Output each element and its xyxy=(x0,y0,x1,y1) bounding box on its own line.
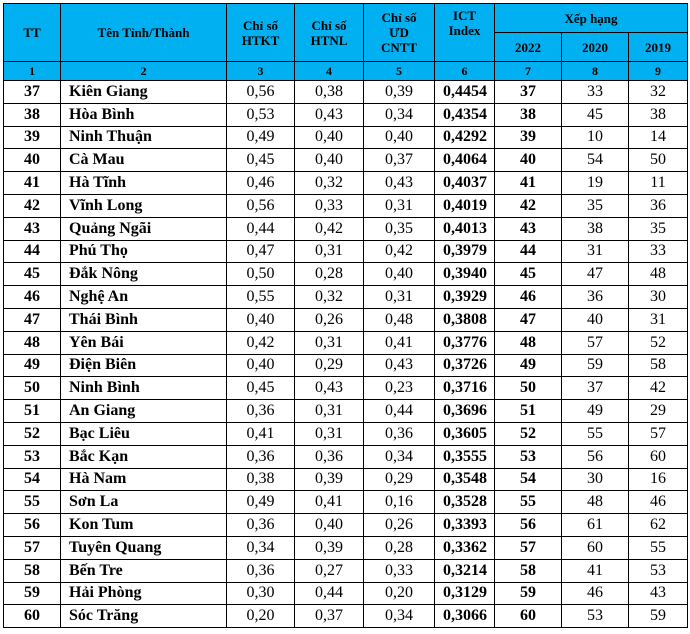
cell-rank-2020: 53 xyxy=(562,605,629,628)
table-row xyxy=(4,536,688,559)
header-udcntt-line1: Chỉ số xyxy=(381,10,417,25)
col-number-3: 3 xyxy=(227,62,295,81)
cell-tt: 48 xyxy=(4,331,61,354)
cell-tt: 45 xyxy=(4,263,61,286)
cell-udcntt: 0,31 xyxy=(364,194,435,217)
cell-rank-2019: 42 xyxy=(629,377,688,400)
cell-tt: 51 xyxy=(4,400,61,423)
cell-rank-2022: 42 xyxy=(495,194,562,217)
cell-udcntt: 0,34 xyxy=(364,445,435,468)
col-number-7: 7 xyxy=(495,62,562,81)
cell-tt: 46 xyxy=(4,286,61,309)
cell-udcntt: 0,35 xyxy=(364,217,435,240)
cell-tt: 49 xyxy=(4,354,61,377)
cell-rank-2019: 14 xyxy=(629,126,688,149)
cell-province-name: Đắk Nông xyxy=(61,263,227,286)
cell-htkt: 0,47 xyxy=(227,240,295,263)
cell-rank-2020: 41 xyxy=(562,559,629,582)
cell-rank-2020: 10 xyxy=(562,126,629,149)
cell-province-name: Vĩnh Long xyxy=(61,194,227,217)
cell-ict-index: 0,4354 xyxy=(435,103,495,126)
table-row xyxy=(4,172,688,195)
cell-ict-index: 0,3929 xyxy=(435,286,495,309)
cell-htnl: 0,40 xyxy=(295,514,364,537)
cell-tt: 42 xyxy=(4,194,61,217)
cell-tt: 47 xyxy=(4,308,61,331)
cell-rank-2022: 49 xyxy=(495,354,562,377)
header-htnl-line1: Chỉ số xyxy=(311,17,347,33)
cell-rank-2020: 47 xyxy=(562,263,629,286)
cell-tt: 60 xyxy=(4,605,61,628)
cell-rank-2019: 60 xyxy=(629,445,688,468)
cell-province-name: Kiên Giang xyxy=(61,81,227,104)
cell-tt: 55 xyxy=(4,491,61,514)
header-year-2019: 2019 xyxy=(629,33,688,62)
cell-tt: 38 xyxy=(4,103,61,126)
cell-rank-2019: 35 xyxy=(629,217,688,240)
cell-rank-2022: 45 xyxy=(495,263,562,286)
cell-htkt: 0,36 xyxy=(227,445,295,468)
col-number-6: 6 xyxy=(435,62,495,81)
table-row xyxy=(4,194,688,217)
cell-udcntt: 0,40 xyxy=(364,126,435,149)
cell-rank-2020: 45 xyxy=(562,103,629,126)
cell-rank-2019: 57 xyxy=(629,422,688,445)
cell-ict-index: 0,3066 xyxy=(435,605,495,628)
cell-province-name: Kon Tum xyxy=(61,514,227,537)
cell-ict-index: 0,3605 xyxy=(435,422,495,445)
cell-htkt: 0,42 xyxy=(227,331,295,354)
header-ranking: Xếp hạng xyxy=(495,4,688,33)
cell-province-name: Bến Tre xyxy=(61,559,227,582)
cell-tt: 56 xyxy=(4,514,61,537)
cell-rank-2022: 60 xyxy=(495,605,562,628)
cell-tt: 53 xyxy=(4,445,61,468)
table-row xyxy=(4,263,688,286)
cell-rank-2020: 56 xyxy=(562,445,629,468)
cell-htnl: 0,40 xyxy=(295,149,364,172)
cell-udcntt: 0,43 xyxy=(364,172,435,195)
cell-rank-2019: 59 xyxy=(629,605,688,628)
cell-province-name: Nghệ An xyxy=(61,286,227,309)
cell-ict-index: 0,4064 xyxy=(435,149,495,172)
cell-htkt: 0,34 xyxy=(227,536,295,559)
cell-rank-2019: 33 xyxy=(629,240,688,263)
cell-rank-2022: 55 xyxy=(495,491,562,514)
cell-rank-2022: 54 xyxy=(495,468,562,491)
cell-province-name: Sơn La xyxy=(61,491,227,514)
table-row xyxy=(4,491,688,514)
cell-rank-2020: 57 xyxy=(562,331,629,354)
table-row xyxy=(4,217,688,240)
cell-ict-index: 0,3528 xyxy=(435,491,495,514)
cell-ict-index: 0,3214 xyxy=(435,559,495,582)
cell-rank-2020: 31 xyxy=(562,240,629,263)
header-htkt-line2: HTKT xyxy=(241,32,280,48)
cell-ict-index: 0,4037 xyxy=(435,172,495,195)
col-number-8: 8 xyxy=(562,62,629,81)
cell-htnl: 0,39 xyxy=(295,536,364,559)
table-row xyxy=(4,582,688,605)
cell-htnl: 0,31 xyxy=(295,240,364,263)
cell-htnl: 0,32 xyxy=(295,172,364,195)
cell-htkt: 0,36 xyxy=(227,514,295,537)
cell-rank-2022: 53 xyxy=(495,445,562,468)
cell-htnl: 0,40 xyxy=(295,126,364,149)
cell-rank-2019: 46 xyxy=(629,491,688,514)
table-row xyxy=(4,103,688,126)
cell-province-name: Bạc Liêu xyxy=(61,422,227,445)
cell-htkt: 0,46 xyxy=(227,172,295,195)
header-udcntt-line3: CNTT xyxy=(380,40,418,55)
cell-ict-index: 0,3696 xyxy=(435,400,495,423)
cell-udcntt: 0,41 xyxy=(364,331,435,354)
table-row xyxy=(4,240,688,263)
cell-rank-2022: 56 xyxy=(495,514,562,537)
cell-province-name: Cà Mau xyxy=(61,149,227,172)
cell-rank-2020: 46 xyxy=(562,582,629,605)
cell-rank-2020: 38 xyxy=(562,217,629,240)
cell-htkt: 0,45 xyxy=(227,149,295,172)
table-row xyxy=(4,514,688,537)
cell-rank-2019: 62 xyxy=(629,514,688,537)
table-row xyxy=(4,605,688,628)
cell-tt: 43 xyxy=(4,217,61,240)
header-tt: TT xyxy=(4,4,61,62)
table-row xyxy=(4,400,688,423)
cell-ict-index: 0,3129 xyxy=(435,582,495,605)
cell-rank-2022: 43 xyxy=(495,217,562,240)
cell-htkt: 0,41 xyxy=(227,422,295,445)
cell-rank-2019: 30 xyxy=(629,286,688,309)
header-ict-line2: Index xyxy=(448,23,481,38)
cell-province-name: Quảng Ngãi xyxy=(61,217,227,240)
cell-rank-2019: 50 xyxy=(629,149,688,172)
header-ict-line1: ICT xyxy=(452,8,477,23)
cell-rank-2019: 36 xyxy=(629,194,688,217)
cell-rank-2022: 52 xyxy=(495,422,562,445)
cell-udcntt: 0,33 xyxy=(364,559,435,582)
table-row xyxy=(4,308,688,331)
cell-htkt: 0,30 xyxy=(227,582,295,605)
col-number-5: 5 xyxy=(364,62,435,81)
cell-ict-index: 0,4019 xyxy=(435,194,495,217)
cell-htnl: 0,43 xyxy=(295,103,364,126)
cell-province-name: Điện Biên xyxy=(61,354,227,377)
table-body xyxy=(4,81,688,628)
header-htnl-line2: HTNL xyxy=(310,32,348,48)
cell-udcntt: 0,39 xyxy=(364,81,435,104)
cell-rank-2022: 48 xyxy=(495,331,562,354)
cell-tt: 58 xyxy=(4,559,61,582)
cell-tt: 44 xyxy=(4,240,61,263)
cell-province-name: Phú Thọ xyxy=(61,240,227,263)
cell-udcntt: 0,26 xyxy=(364,514,435,537)
cell-udcntt: 0,37 xyxy=(364,149,435,172)
cell-htkt: 0,50 xyxy=(227,263,295,286)
col-number-4: 4 xyxy=(295,62,364,81)
cell-rank-2019: 11 xyxy=(629,172,688,195)
cell-ict-index: 0,3776 xyxy=(435,331,495,354)
header-udcntt-line2: ƯD xyxy=(389,25,409,40)
cell-udcntt: 0,36 xyxy=(364,422,435,445)
cell-htnl: 0,39 xyxy=(295,468,364,491)
cell-rank-2020: 55 xyxy=(562,422,629,445)
cell-htnl: 0,26 xyxy=(295,308,364,331)
cell-htkt: 0,44 xyxy=(227,217,295,240)
cell-htnl: 0,31 xyxy=(295,331,364,354)
cell-htkt: 0,56 xyxy=(227,81,295,104)
cell-rank-2020: 60 xyxy=(562,536,629,559)
cell-htnl: 0,44 xyxy=(295,582,364,605)
cell-htnl: 0,42 xyxy=(295,217,364,240)
cell-rank-2020: 54 xyxy=(562,149,629,172)
cell-province-name: Bắc Kạn xyxy=(61,445,227,468)
table-header xyxy=(4,4,688,81)
cell-rank-2019: 29 xyxy=(629,400,688,423)
table-row xyxy=(4,81,688,104)
cell-rank-2022: 39 xyxy=(495,126,562,149)
cell-htnl: 0,31 xyxy=(295,400,364,423)
cell-tt: 57 xyxy=(4,536,61,559)
cell-htnl: 0,31 xyxy=(295,422,364,445)
cell-rank-2019: 53 xyxy=(629,559,688,582)
cell-htkt: 0,49 xyxy=(227,491,295,514)
cell-udcntt: 0,16 xyxy=(364,491,435,514)
col-number-9: 9 xyxy=(629,62,688,81)
cell-rank-2019: 52 xyxy=(629,331,688,354)
ict-ranking-table xyxy=(3,3,688,628)
cell-rank-2019: 31 xyxy=(629,308,688,331)
cell-udcntt: 0,20 xyxy=(364,582,435,605)
cell-htkt: 0,45 xyxy=(227,377,295,400)
header-htkt xyxy=(227,4,295,62)
cell-tt: 41 xyxy=(4,172,61,195)
cell-htkt: 0,36 xyxy=(227,559,295,582)
cell-ict-index: 0,3548 xyxy=(435,468,495,491)
cell-rank-2022: 37 xyxy=(495,81,562,104)
cell-province-name: Thái Bình xyxy=(61,308,227,331)
cell-udcntt: 0,31 xyxy=(364,286,435,309)
cell-ict-index: 0,3716 xyxy=(435,377,495,400)
cell-rank-2022: 50 xyxy=(495,377,562,400)
header-year-2020: 2020 xyxy=(562,33,629,62)
cell-rank-2020: 33 xyxy=(562,81,629,104)
cell-province-name: An Giang xyxy=(61,400,227,423)
cell-htkt: 0,49 xyxy=(227,126,295,149)
col-number-2: 2 xyxy=(61,62,227,81)
col-number-1: 1 xyxy=(4,62,61,81)
cell-rank-2020: 36 xyxy=(562,286,629,309)
header-province: Tên Tỉnh/Thành xyxy=(61,4,227,62)
table-row xyxy=(4,468,688,491)
cell-ict-index: 0,3979 xyxy=(435,240,495,263)
cell-rank-2020: 30 xyxy=(562,468,629,491)
cell-tt: 50 xyxy=(4,377,61,400)
cell-province-name: Hòa Bình xyxy=(61,103,227,126)
cell-tt: 59 xyxy=(4,582,61,605)
cell-ict-index: 0,4454 xyxy=(435,81,495,104)
table-row xyxy=(4,286,688,309)
cell-htnl: 0,28 xyxy=(295,263,364,286)
cell-rank-2022: 57 xyxy=(495,536,562,559)
cell-rank-2019: 48 xyxy=(629,263,688,286)
cell-rank-2019: 16 xyxy=(629,468,688,491)
cell-udcntt: 0,40 xyxy=(364,263,435,286)
cell-udcntt: 0,23 xyxy=(364,377,435,400)
cell-rank-2020: 49 xyxy=(562,400,629,423)
cell-htnl: 0,32 xyxy=(295,286,364,309)
cell-province-name: Tuyên Quang xyxy=(61,536,227,559)
cell-rank-2022: 41 xyxy=(495,172,562,195)
cell-province-name: Hải Phòng xyxy=(61,582,227,605)
cell-htkt: 0,36 xyxy=(227,400,295,423)
cell-htnl: 0,33 xyxy=(295,194,364,217)
cell-rank-2020: 48 xyxy=(562,491,629,514)
cell-udcntt: 0,48 xyxy=(364,308,435,331)
cell-rank-2020: 37 xyxy=(562,377,629,400)
cell-htnl: 0,29 xyxy=(295,354,364,377)
cell-rank-2022: 47 xyxy=(495,308,562,331)
table-row xyxy=(4,126,688,149)
cell-rank-2019: 58 xyxy=(629,354,688,377)
cell-rank-2022: 51 xyxy=(495,400,562,423)
cell-udcntt: 0,29 xyxy=(364,468,435,491)
cell-udcntt: 0,34 xyxy=(364,605,435,628)
cell-htnl: 0,41 xyxy=(295,491,364,514)
header-htnl xyxy=(295,4,364,62)
cell-tt: 52 xyxy=(4,422,61,445)
header-year-2022: 2022 xyxy=(495,33,562,62)
cell-rank-2019: 38 xyxy=(629,103,688,126)
header-ict-index xyxy=(435,4,495,62)
cell-rank-2020: 61 xyxy=(562,514,629,537)
table-row xyxy=(4,377,688,400)
ict-ranking-table-wrapper xyxy=(3,3,688,628)
cell-htkt: 0,38 xyxy=(227,468,295,491)
cell-tt: 37 xyxy=(4,81,61,104)
cell-ict-index: 0,3726 xyxy=(435,354,495,377)
cell-province-name: Hà Nam xyxy=(61,468,227,491)
cell-udcntt: 0,42 xyxy=(364,240,435,263)
cell-htkt: 0,40 xyxy=(227,354,295,377)
cell-province-name: Yên Bái xyxy=(61,331,227,354)
cell-ict-index: 0,3940 xyxy=(435,263,495,286)
cell-province-name: Ninh Thuận xyxy=(61,126,227,149)
cell-ict-index: 0,4013 xyxy=(435,217,495,240)
cell-province-name: Hà Tĩnh xyxy=(61,172,227,195)
table-row xyxy=(4,331,688,354)
table-row xyxy=(4,149,688,172)
header-htkt-line1: Chỉ số xyxy=(242,17,279,33)
cell-htnl: 0,36 xyxy=(295,445,364,468)
cell-tt: 40 xyxy=(4,149,61,172)
table-row xyxy=(4,354,688,377)
cell-htkt: 0,53 xyxy=(227,103,295,126)
cell-ict-index: 0,3555 xyxy=(435,445,495,468)
cell-htnl: 0,37 xyxy=(295,605,364,628)
cell-rank-2022: 58 xyxy=(495,559,562,582)
cell-ict-index: 0,3362 xyxy=(435,536,495,559)
cell-rank-2019: 43 xyxy=(629,582,688,605)
cell-rank-2020: 59 xyxy=(562,354,629,377)
cell-udcntt: 0,28 xyxy=(364,536,435,559)
cell-ict-index: 0,3808 xyxy=(435,308,495,331)
cell-rank-2022: 38 xyxy=(495,103,562,126)
cell-htnl: 0,27 xyxy=(295,559,364,582)
table-row xyxy=(4,445,688,468)
cell-ict-index: 0,4292 xyxy=(435,126,495,149)
cell-rank-2022: 40 xyxy=(495,149,562,172)
table-row xyxy=(4,559,688,582)
cell-rank-2020: 35 xyxy=(562,194,629,217)
cell-htnl: 0,38 xyxy=(295,81,364,104)
cell-udcntt: 0,44 xyxy=(364,400,435,423)
cell-ict-index: 0,3393 xyxy=(435,514,495,537)
cell-udcntt: 0,43 xyxy=(364,354,435,377)
cell-rank-2020: 19 xyxy=(562,172,629,195)
cell-htkt: 0,20 xyxy=(227,605,295,628)
header-udcntt xyxy=(364,4,435,62)
cell-rank-2022: 59 xyxy=(495,582,562,605)
cell-tt: 39 xyxy=(4,126,61,149)
cell-tt: 54 xyxy=(4,468,61,491)
cell-rank-2019: 32 xyxy=(629,81,688,104)
cell-rank-2020: 40 xyxy=(562,308,629,331)
cell-province-name: Sóc Trăng xyxy=(61,605,227,628)
cell-htkt: 0,56 xyxy=(227,194,295,217)
cell-province-name: Ninh Bình xyxy=(61,377,227,400)
cell-htnl: 0,43 xyxy=(295,377,364,400)
cell-htkt: 0,55 xyxy=(227,286,295,309)
cell-rank-2022: 44 xyxy=(495,240,562,263)
cell-htkt: 0,40 xyxy=(227,308,295,331)
table-row xyxy=(4,422,688,445)
cell-rank-2019: 55 xyxy=(629,536,688,559)
cell-udcntt: 0,34 xyxy=(364,103,435,126)
cell-rank-2022: 46 xyxy=(495,286,562,309)
